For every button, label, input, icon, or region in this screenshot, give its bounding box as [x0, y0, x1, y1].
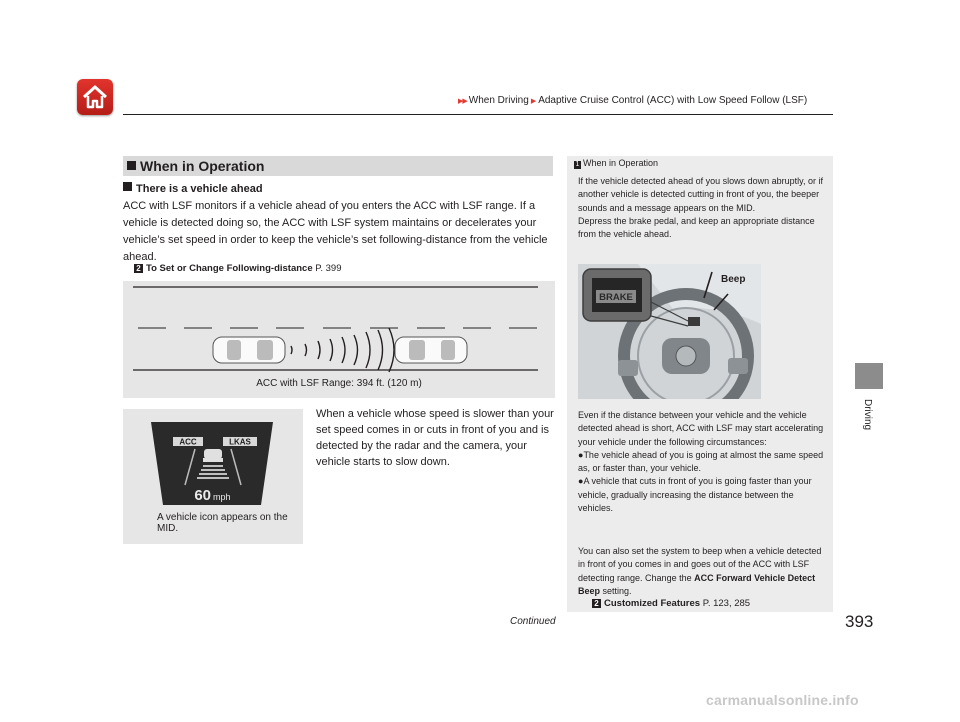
home-icon	[77, 79, 113, 115]
steering-wheel-illustration	[578, 264, 761, 399]
vehicle-ahead-icon	[203, 449, 223, 462]
breadcrumb	[458, 95, 807, 106]
ego-vehicle	[213, 337, 285, 363]
chapter-label: Driving	[862, 399, 873, 431]
xref-arrow-icon: 2	[134, 264, 143, 273]
square-bullet-icon	[123, 182, 132, 191]
xref-customized-features[interactable]: 2 Customized Features P. 123, 285	[592, 598, 750, 609]
breadcrumb-arrow-icon: ▶▶	[458, 98, 467, 105]
watermark: carmanualsonline.info	[706, 692, 859, 708]
page-number: 393	[845, 612, 874, 631]
bullet-dot-icon: ●	[578, 449, 584, 460]
note-paragraph-2: Even if the distance between your vehicle and the vehicle detected ahead is short, ACC with LSF may start accelerating your vehicle under the following circumstances: ●The vehicle ahead of you is going at almost the same speed as, or faster than, your vehicle. ●A vehicle that cuts in front of you is going faster than your vehicle, gradually increasing the distance between the vehicles.	[578, 409, 830, 515]
xref-arrow-icon: 2	[592, 599, 601, 608]
radar-range-caption: ACC with LSF Range: 394 ft. (120 m)	[256, 378, 422, 389]
bullet-dot-icon: ●	[578, 476, 584, 487]
target-vehicle	[395, 337, 467, 363]
note-bullet-2: ●A vehicle that cuts in front of you is going faster than your vehicle, gradually increasing the distance between the vehicles.	[578, 476, 812, 514]
mid-speed-unit: mph	[213, 492, 231, 502]
breadcrumb-item-when-driving[interactable]: When Driving	[468, 95, 529, 106]
breadcrumb-item-acc[interactable]: Adaptive Cruise Control (ACC) with Low Speed Follow (LSF)	[538, 95, 808, 106]
mid-acc-label: ACC	[179, 437, 197, 447]
breadcrumb-arrow-icon: ▶	[530, 98, 537, 105]
xref-following-distance[interactable]: 2 To Set or Change Following-distance P. 399	[134, 263, 342, 274]
mid-caption: A vehicle icon appears on the MID.	[157, 512, 288, 534]
mid-paragraph: When a vehicle whose speed is slower than your set speed comes in or cuts in front of you and is detected by the radar and the camera, your vehicle starts to slow down.	[316, 408, 554, 468]
section-body: ACC with LSF monitors if a vehicle ahead of you enters the ACC with LSF range. If a vehicle is detected doing so, the ACC with LSF system maintains or decelerates your vehicle’s set speed in order to keep the vehicle’s set following-distance from the vehicle ahead.	[123, 200, 548, 263]
note-marker-icon: 1	[575, 161, 580, 168]
mid-speed-value: 60	[194, 487, 211, 504]
beep-label: Beep	[721, 274, 746, 285]
note-bullet-1: ●The vehicle ahead of you is going at almost the same speed as, or faster than, your vehicle.	[578, 449, 824, 474]
mid-lkas-label: LKAS	[229, 437, 251, 447]
home-button[interactable]	[77, 79, 113, 115]
square-bullet-icon	[127, 161, 136, 170]
section-title: When in Operation	[127, 158, 264, 174]
note-paragraph-3: You can also set the system to beep when a vehicle detected in front of you comes in and goes out of the ACC with LSF detecting range. Change the ACC Forward Vehicle Detect Beep setting.	[578, 546, 822, 596]
note-paragraph-1: If the vehicle detected ahead of you slows down abruptly, or if another vehicle is detected cutting in front of you, the beeper sounds and a message appears on the MID. Depress the brake pedal, and keep an appropriate distance from the vehicle ahead.	[578, 176, 823, 240]
header-divider	[123, 114, 833, 115]
steering-wheel-figure	[578, 264, 761, 399]
note-heading: 1 When in Operation	[575, 158, 659, 168]
continued-label: Continued	[510, 616, 556, 627]
subsection-title: There is a vehicle ahead	[123, 182, 263, 195]
brake-message: BRAKE	[599, 292, 633, 303]
chapter-tab[interactable]	[855, 363, 883, 389]
